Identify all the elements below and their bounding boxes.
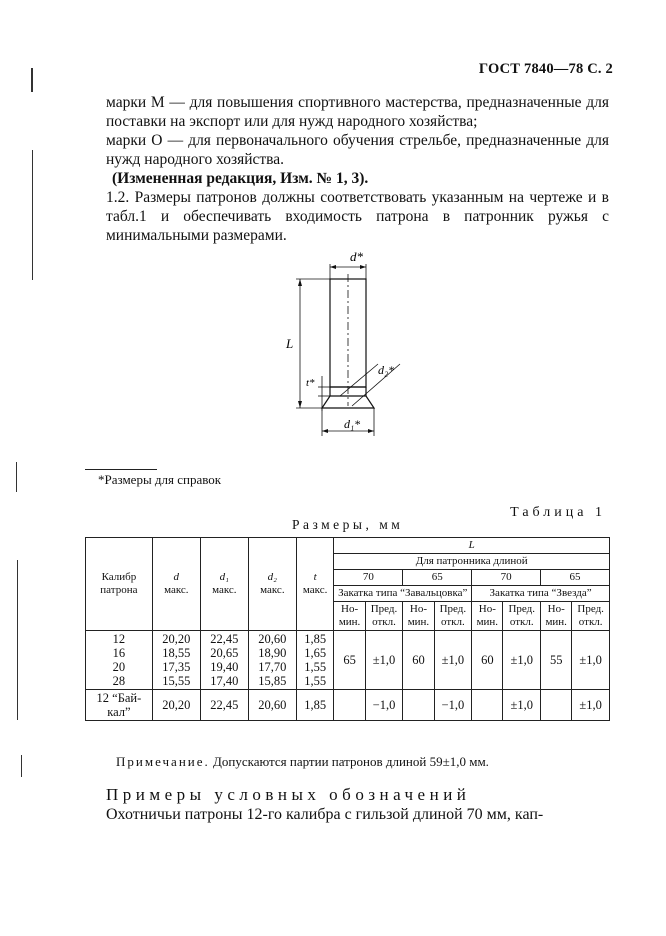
cell-caliber: 12 16 20 28	[86, 631, 153, 690]
paragraph-marks-m: марки М — для повышения спортивного мастерства, предназначенные для поставки на экспорт или для нужд народного хозяйства;	[106, 94, 609, 130]
cell-d2: 20,60	[248, 690, 296, 721]
header-d2: d₂ макс.	[248, 538, 296, 631]
cell-caliber: 12 “Бай-кал”	[86, 690, 153, 721]
margin-mark	[16, 462, 17, 492]
table-row	[86, 690, 610, 721]
header-crimp-roll: Закатка типа “Завальцовка”	[334, 586, 472, 602]
header-L: L	[334, 538, 610, 554]
margin-mark	[17, 560, 18, 720]
cell-nom	[403, 690, 434, 721]
header-len-65b: 65	[541, 570, 610, 586]
cell-pred: ±1,0	[503, 631, 541, 690]
header-pred: Пред. откл.	[434, 602, 472, 631]
table-note	[116, 754, 489, 770]
header-len-70b: 70	[472, 570, 541, 586]
cell-t: 1,85 1,65 1,55 1,55	[296, 631, 334, 690]
section-title: Примеры условных обозначений	[106, 785, 471, 804]
header-pred: Пред. откл.	[503, 602, 541, 631]
cartridge-drawing	[282, 246, 412, 446]
cell-pred: −1,0	[365, 690, 403, 721]
label-t: t*	[306, 377, 315, 389]
cell-pred: −1,0	[434, 690, 472, 721]
cell-nom: 60	[472, 631, 503, 690]
cell-pred: ±1,0	[572, 631, 610, 690]
dimensions-table	[85, 537, 610, 721]
cell-nom	[334, 690, 365, 721]
header-len-70a: 70	[334, 570, 403, 586]
header-caliber: Калибр патрона	[86, 538, 153, 631]
cell-d1: 22,45	[200, 690, 248, 721]
header-pred: Пред. откл.	[365, 602, 403, 631]
header-chamber: Для патронника длиной	[334, 554, 610, 570]
margin-mark	[31, 68, 33, 92]
header-nom: Но-мин.	[334, 602, 365, 631]
label-d2: d₂*	[378, 363, 395, 377]
cell-pred: ±1,0	[572, 690, 610, 721]
paragraph-marks-o: марки О — для первоначального обучения стрельбе, предназначенные для нужд народного хозяйства.	[106, 132, 609, 168]
cell-nom: 55	[541, 631, 572, 690]
page-header: ГОСТ 7840—78 С. 2	[478, 61, 613, 77]
cell-d: 20,20 18,55 17,35 15,55	[152, 631, 200, 690]
cell-d: 20,20	[152, 690, 200, 721]
table-caption: Таблица 1	[510, 505, 606, 520]
margin-mark	[32, 150, 33, 280]
cell-t: 1,85	[296, 690, 334, 721]
cell-pred: ±1,0	[434, 631, 472, 690]
header-len-65a: 65	[403, 570, 472, 586]
header-crimp-star: Закатка типа “Звезда”	[472, 586, 610, 602]
label-d: d*	[350, 249, 363, 264]
header-nom: Но-мин.	[403, 602, 434, 631]
cell-nom	[541, 690, 572, 721]
cell-d1: 22,45 20,65 19,40 17,40	[200, 631, 248, 690]
cell-pred: ±1,0	[503, 690, 541, 721]
cell-pred: ±1,0	[365, 631, 403, 690]
note-text: Допускаются партии патронов длиной 59±1,0 мм.	[209, 754, 489, 769]
cell-d2: 20,60 18,90 17,70 15,85	[248, 631, 296, 690]
paragraph-1-2: 1.2. Размеры патронов должны соответствовать указанным на чертеже и в табл.1 и обеспечивать входимость патрона в патронник ружья с минимальными размерами.	[106, 189, 609, 244]
cell-nom: 65	[334, 631, 365, 690]
table-title: Размеры, мм	[292, 517, 404, 532]
header-d: d макс.	[152, 538, 200, 631]
amendment-note: (Измененная редакция, Изм. № 1, 3).	[112, 170, 369, 187]
footnote: *Размеры для справок	[98, 472, 222, 487]
label-L: L	[286, 336, 294, 351]
table-row	[86, 631, 610, 690]
paragraph-example: Охотничьи патроны 12-го калибра с гильзой длиной 70 мм, кап-	[106, 806, 544, 823]
header-nom: Но-мин.	[472, 602, 503, 631]
header-d1: d₁ макс.	[200, 538, 248, 631]
header-pred: Пред. откл.	[572, 602, 610, 631]
header-nom: Но-мин.	[541, 602, 572, 631]
header-t: t макс.	[296, 538, 334, 631]
cell-nom: 60	[403, 631, 434, 690]
margin-mark	[21, 755, 22, 777]
cell-nom	[472, 690, 503, 721]
note-label: Примечание.	[116, 754, 210, 769]
label-d1: d₁*	[344, 417, 361, 431]
footnote-rule	[85, 469, 157, 470]
